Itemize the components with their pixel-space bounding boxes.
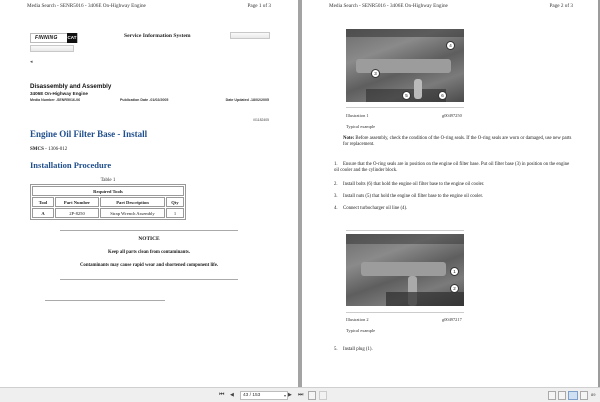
first-page-icon[interactable]: ⏮: [219, 391, 225, 398]
doc-title: Disassembly and Assembly: [30, 83, 112, 90]
step-item: [334, 162, 574, 175]
step-text: Install bolts (6) that hold the engine oil filter base to the engine oil cooler.: [343, 182, 485, 187]
note-label: Note:: [343, 136, 355, 141]
cat-logo-icon: CAT: [67, 33, 77, 43]
page-header-title: Media Search - SENR5016 - 3406E On-Highway Engine: [27, 3, 146, 9]
zoom-level[interactable]: 89: [591, 392, 596, 397]
step-item: [334, 206, 574, 212]
step-text: Connect turbocharger oil line (4).: [343, 206, 408, 211]
step-number: 3.: [334, 194, 338, 199]
continuous-view-icon[interactable]: [558, 391, 566, 400]
notice-bottom-divider: [60, 279, 238, 280]
step-number: 2.: [334, 182, 338, 187]
filter-shape: [414, 79, 422, 99]
callout-6: 6: [438, 91, 447, 100]
notice-title: NOTICE: [138, 236, 160, 242]
illustration-divider: [346, 312, 464, 313]
illustration-id: g00497217: [442, 317, 462, 322]
footer-divider: [45, 300, 165, 301]
viewer-toolbar: [0, 387, 600, 402]
last-page-icon[interactable]: ⏭: [298, 391, 304, 398]
page-header-number: Page 1 of 3: [247, 3, 271, 9]
illustration-2-photo: [346, 234, 464, 306]
pipe-shape: [356, 59, 451, 73]
page-number-value: 43 / 153: [243, 393, 261, 398]
publication-date: Publication Date -01/02/2005: [120, 98, 169, 102]
smcs-label: SMCS: [30, 147, 44, 152]
illustration-divider: [346, 230, 464, 231]
page-heading: Engine Oil Filter Base - Install: [30, 129, 148, 139]
doc-id: i01182405: [253, 118, 269, 122]
form-control-box[interactable]: [230, 32, 270, 39]
notice-top-divider: [60, 230, 238, 231]
callout-1: 1: [450, 267, 459, 276]
column-header: Qty: [166, 197, 184, 207]
two-page-view-icon[interactable]: [568, 391, 578, 400]
step-item: [334, 182, 574, 188]
illustration-id: g00497250: [442, 113, 462, 118]
smcs-code: [30, 147, 67, 152]
shadow-shape: [346, 29, 464, 37]
table-cell: Strap Wrench Assembly: [100, 208, 165, 218]
table-cell: A: [32, 208, 54, 218]
illustration-label: Illustration 1: [346, 113, 369, 118]
callout-5: 5: [402, 91, 411, 100]
page-header-number: Page 2 of 3: [549, 3, 573, 9]
column-header: Tool: [32, 197, 54, 207]
step-item: [334, 347, 574, 353]
shadow-shape: [386, 292, 464, 306]
illustration-caption: Typical example: [346, 328, 376, 333]
previous-page-icon[interactable]: ◀: [230, 392, 234, 398]
page-number-input[interactable]: [240, 391, 288, 400]
notice-line: Keep all parts clean from contaminants.: [108, 250, 190, 255]
table-row: [32, 208, 184, 218]
date-updated: Date Updated -18/02/2005: [225, 98, 269, 102]
table-caption: Table 1: [100, 178, 116, 183]
procedure-heading: Installation Procedure: [30, 160, 112, 170]
text-view-icon[interactable]: [580, 391, 588, 400]
step-item: [334, 194, 574, 200]
step-text: Ensure that the O-ring seals are in position on the engine oil filter base. Put oil filter base (3) in position on the engine oil cooler and the cylinder block.: [334, 162, 570, 174]
back-arrow-icon[interactable]: ◂: [30, 60, 33, 65]
step-number: 5.: [334, 347, 338, 352]
pipe-shape: [361, 262, 446, 276]
step-text: Install plug (1).: [343, 347, 373, 352]
fit-page-icon[interactable]: [319, 391, 327, 400]
illustration-divider: [346, 107, 464, 108]
single-page-view-icon[interactable]: [548, 391, 556, 400]
rotate-icon[interactable]: [308, 391, 316, 400]
chevron-down-icon[interactable]: ▾: [283, 393, 286, 398]
page-2: [302, 0, 600, 387]
column-header: Part Number: [55, 197, 99, 207]
doc-subtitle: 3406E On-Highway Engine: [30, 91, 88, 96]
step-number: 4.: [334, 206, 338, 211]
note-text: Before assembly, check the condition of the O-ring seals. If the O-ring seals are worn or damaged, use new parts for replacement.: [343, 136, 572, 148]
callout-4: 4: [446, 41, 455, 50]
media-number: Media Number -SENR5016-06: [30, 98, 81, 102]
finning-logo-text: FINNING: [35, 35, 58, 41]
illustration-label: Illustration 2: [346, 317, 369, 322]
page-header-title: Media Search - SENR5016 - 3406E On-Highway Engine: [329, 3, 448, 9]
smcs-value: - 1306-012: [43, 147, 68, 152]
note-paragraph: [343, 136, 573, 149]
table-title: Required Tools: [32, 186, 184, 196]
illustration-1-photo: [346, 29, 464, 102]
table-cell: 2P-8250: [55, 208, 99, 218]
callout-3: 3: [371, 69, 380, 78]
form-control-box[interactable]: [30, 45, 74, 52]
table-cell: 1: [166, 208, 184, 218]
finning-cat-logo: [30, 33, 78, 43]
callout-2: 2: [450, 284, 459, 293]
step-text: Install nuts (5) that hold the engine oil filter base to the engine oil cooler.: [343, 194, 484, 199]
illustration-caption: Typical example: [346, 124, 376, 129]
page-1: [0, 0, 298, 387]
next-page-icon[interactable]: ▶: [288, 392, 292, 398]
system-title: Service Information System: [124, 33, 191, 39]
required-tools-table: [30, 184, 186, 220]
step-number: 1.: [334, 162, 338, 167]
notice-line: Contaminants may cause rapid wear and shortened component life.: [79, 263, 219, 268]
shadow-shape: [346, 234, 464, 244]
column-header: Part Description: [100, 197, 165, 207]
